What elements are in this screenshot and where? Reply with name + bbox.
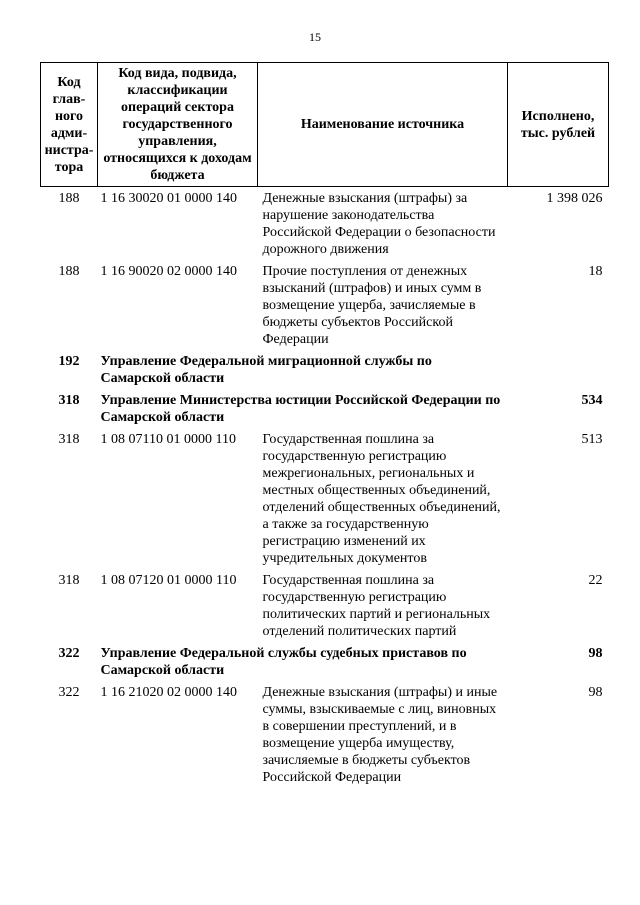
table-row	[41, 572, 609, 645]
administrator-name-cell: Управление Министерства юстиции Российской Федерации по Самарской области	[100, 393, 501, 425]
admin-code-cell: 318	[58, 432, 80, 447]
amount-cell: 98	[588, 685, 603, 700]
header-amount: Исполнено, тыс. рублей	[508, 63, 609, 187]
amount-cell: 18	[588, 264, 603, 279]
table-row-administrator	[41, 353, 609, 392]
amount-cell: 513	[581, 432, 603, 447]
admin-code-cell: 188	[58, 191, 80, 206]
kbk-code-cell: 1 16 90020 02 0000 140	[100, 264, 237, 279]
kbk-code-cell: 1 16 30020 01 0000 140	[100, 191, 237, 206]
source-name-cell: Денежные взыскания (штрафы) и иные суммы, взыскиваемые с лиц, виновных в совершении преступлений, и в возмещение ущерба имуществу, зачисляемые в бюджеты субъектов Российской Федерации	[262, 685, 498, 785]
admin-code-cell: 318	[58, 393, 80, 408]
table-row	[41, 431, 609, 572]
header-kbk-code: Код вида, подвида, классификации операций сектора государственного управления, относящихся к доходам бюджета	[98, 63, 258, 187]
amount-cell	[508, 353, 609, 392]
amount-cell: 22	[588, 573, 603, 588]
source-name-cell: Государственная пошлина за государственную регистрацию межрегиональных, региональных и местных общественных объединений, отделений общественных объединений, а также за государственную регистрацию изменений их учредительных документов	[262, 432, 501, 566]
admin-code-cell: 192	[58, 354, 80, 369]
admin-code-cell: 188	[58, 264, 80, 279]
kbk-code-cell: 1 16 21020 02 0000 140	[100, 685, 237, 700]
table-row	[41, 684, 609, 791]
header-source-name: Наименование источника	[258, 63, 508, 187]
source-name-cell: Прочие поступления от денежных взысканий (штрафов) и иных сумм в возмещение ущерба, зачисляемые в бюджеты субъектов Российской Федерации	[262, 264, 482, 347]
amount-cell: 534	[581, 393, 603, 408]
admin-code-cell: 318	[58, 573, 80, 588]
source-name-cell: Государственная пошлина за государственную регистрацию политических партий и региональных отделений политических партий	[262, 573, 491, 639]
kbk-code-cell: 1 08 07120 01 0000 110	[100, 573, 237, 588]
table-row-administrator	[41, 392, 609, 431]
admin-code-cell: 322	[58, 685, 80, 700]
page-number: 15	[309, 30, 321, 44]
administrator-name-cell: Управление Федеральной службы судебных приставов по Самарской области	[100, 646, 467, 678]
table-body	[41, 187, 609, 792]
table-header	[41, 63, 609, 187]
amount-cell: 98	[588, 646, 603, 661]
kbk-code-cell: 1 08 07110 01 0000 110	[100, 432, 236, 447]
amount-cell: 1 398 026	[546, 191, 603, 206]
revenue-table	[40, 62, 609, 791]
table-row-administrator	[41, 645, 609, 684]
admin-code-cell: 322	[58, 646, 80, 661]
source-name-cell: Денежные взыскания (штрафы) за нарушение законодательства Российской Федерации о безопасности дорожного движения	[262, 191, 496, 257]
header-admin-code: Код глав-ного адми-нистра-тора	[41, 63, 98, 187]
table-row	[41, 187, 609, 264]
administrator-name-cell: Управление Федеральной миграционной службы по Самарской области	[100, 354, 432, 386]
table-row	[41, 263, 609, 353]
